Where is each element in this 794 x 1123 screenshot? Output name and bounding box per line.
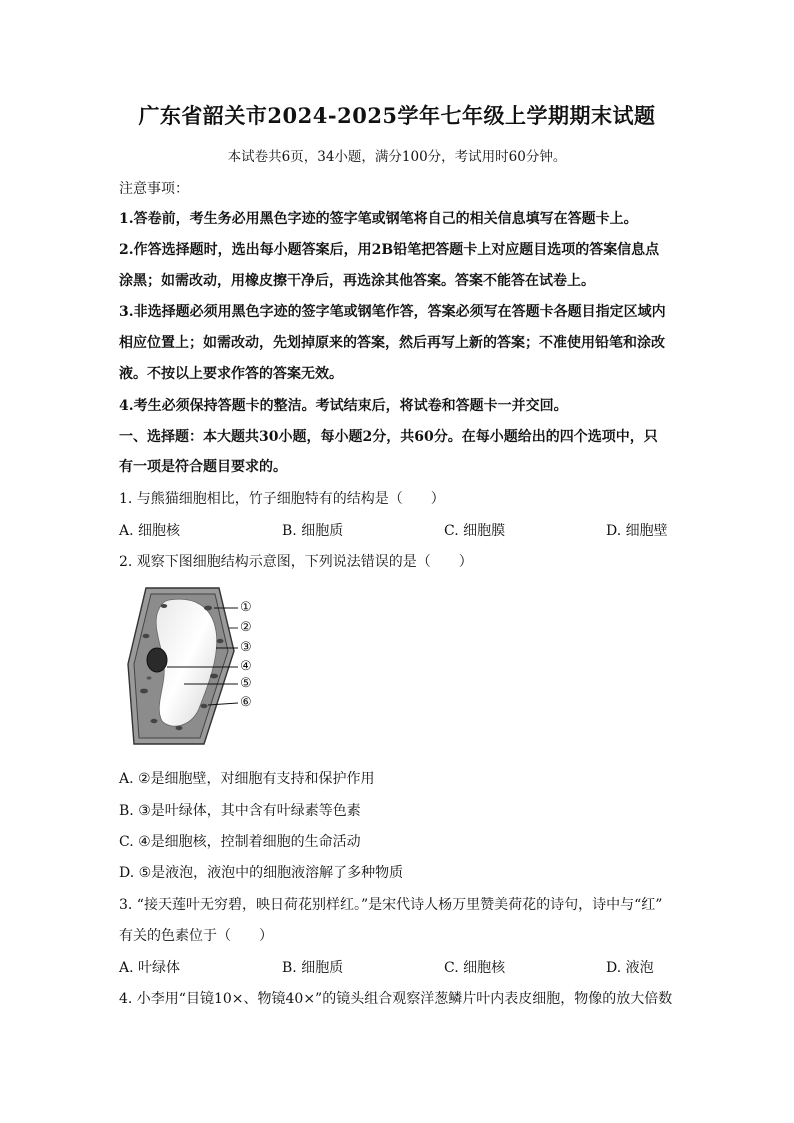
question-3-stem-line-1: 3. “接天莲叶无穷碧，映日荷花别样红。”是宋代诗人杨万里赞美荷花的诗句，诗中与“红”: [119, 897, 663, 913]
q1-option-c: C. 细胞膜: [444, 523, 506, 539]
label-2: ②: [240, 620, 252, 635]
q3-option-d: D. 液泡: [606, 960, 654, 976]
question-4-stem: 4. 小李用“目镜10×、物镜40×”的镜头组合观察洋葱鳞片叶内表皮细胞，物像的放大倍数: [119, 991, 673, 1007]
note-3-line-1: 3.非选择题必须用黑色字迹的签字笔或钢笔作答，答案必须写在答题卡各题目指定区域内: [119, 304, 666, 320]
page-title: 广东省韶关市2024-2025学年七年级上学期期末试题: [138, 103, 656, 128]
note-4: 4.考生必须保持答题卡的整洁。考试结束后，将试卷和答题卡一并交回。: [119, 398, 568, 414]
question-3-stem-line-2: 有关的色素位于（ ）: [119, 928, 273, 944]
q2-option-a: A. ②是细胞壁，对细胞有支持和保护作用: [119, 771, 375, 787]
label-4: ④: [240, 659, 252, 674]
note-2-line-1: 2.作答选择题时，选出每小题答案后，用2B铅笔把答题卡上对应题目选项的答案信息点: [119, 242, 660, 258]
note-3-line-3: 液。不按以上要求作答的答案无效。: [119, 366, 343, 382]
notes-heading: 注意事项：: [119, 181, 189, 197]
question-1-stem: 1. 与熊猫细胞相比，竹子细胞特有的结构是（ ）: [119, 491, 445, 507]
label-3: ③: [240, 640, 252, 655]
note-1: 1.答卷前，考生务必用黑色字迹的签字笔或钢笔将自己的相关信息填写在答题卡上。: [119, 211, 638, 227]
q1-option-a: A. 细胞核: [119, 523, 181, 539]
q2-option-b: B. ③是叶绿体，其中含有叶绿素等色素: [119, 803, 361, 819]
section-heading-line-1: 一、选择题：本大题共30小题，每小题2分，共60分。在每小题给出的四个选项中，只: [119, 429, 658, 445]
section-heading-line-2: 有一项是符合题目要求的。: [119, 459, 287, 475]
q3-option-b: B. 细胞质: [282, 960, 344, 976]
note-3-line-2: 相应位置上；如需改动，先划掉原来的答案，然后再写上新的答案；不准使用铅笔和涂改: [119, 335, 665, 351]
note-2-line-2: 涂黑；如需改动，用橡皮擦干净后，再选涂其他答案。答案不能答在试卷上。: [119, 273, 595, 289]
q1-option-d: D. 细胞壁: [606, 523, 668, 539]
label-5: ⑤: [240, 676, 252, 691]
q3-option-a: A. 叶绿体: [119, 960, 181, 976]
exam-info: 本试卷共6页，34小题，满分100分，考试用时60分钟。: [227, 149, 567, 165]
q2-option-c: C. ④是细胞核，控制着细胞的生命活动: [119, 834, 361, 850]
q2-option-d: D. ⑤是液泡，液泡中的细胞液溶解了多种物质: [119, 865, 404, 881]
label-6: ⑥: [240, 695, 252, 710]
question-2-stem: 2. 观察下图细胞结构示意图，下列说法错误的是（ ）: [119, 554, 473, 570]
q1-option-b: B. 细胞质: [282, 523, 344, 539]
q3-option-c: C. 细胞核: [444, 960, 506, 976]
label-1: ①: [240, 600, 252, 615]
